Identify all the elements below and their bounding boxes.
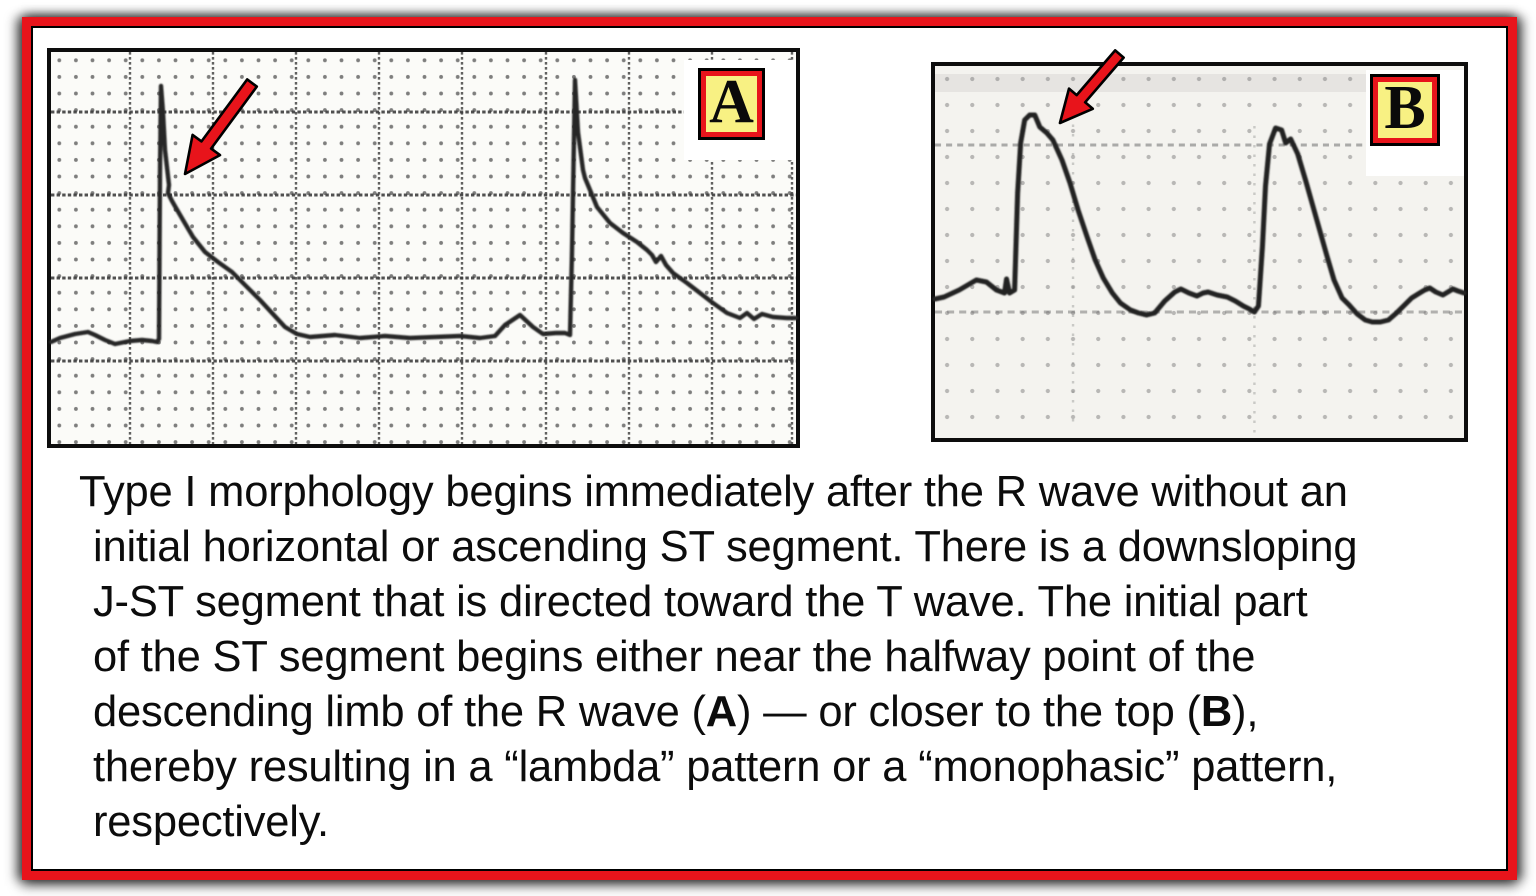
caption-text: ) — or closer to the top ( <box>737 688 1201 736</box>
caption <box>79 465 1509 850</box>
caption-line <box>79 795 1509 850</box>
caption-line <box>79 685 1509 740</box>
caption-ref-a: A <box>705 688 738 736</box>
caption-text: initial horizontal or ascending ST segment. There is a downsloping <box>93 523 1358 571</box>
caption-text: respectively. <box>93 798 329 846</box>
caption-text: thereby resulting in a “lambda” pattern or a “monophasic” pattern, <box>93 743 1338 791</box>
caption-text: Type I morphology begins immediately after the R wave without an <box>79 468 1348 516</box>
caption-line <box>79 630 1509 685</box>
caption-line <box>79 520 1509 575</box>
panel-b-label-box <box>1373 73 1437 143</box>
panel-b-label-text: B <box>1384 73 1426 142</box>
caption-text: of the ST segment begins either near the halfway point of the <box>93 633 1256 681</box>
caption-line <box>79 465 1509 520</box>
ecg-panel-a <box>47 48 800 448</box>
panel-a-label-patch <box>684 60 796 160</box>
caption-ref-b: B <box>1200 688 1233 736</box>
caption-text: J-ST segment that is directed toward the T wave. The initial part <box>93 578 1308 626</box>
panel-a-label-text: A <box>709 67 754 136</box>
caption-line <box>79 740 1509 795</box>
caption-text: descending limb of the R wave ( <box>93 688 706 736</box>
ecg-panel-b <box>931 62 1468 442</box>
caption-line <box>79 575 1509 630</box>
red-figure-frame <box>22 17 1517 880</box>
caption-text: ), <box>1232 688 1259 736</box>
panel-b-label-patch <box>1366 70 1464 176</box>
panel-a-label-box <box>701 67 762 137</box>
